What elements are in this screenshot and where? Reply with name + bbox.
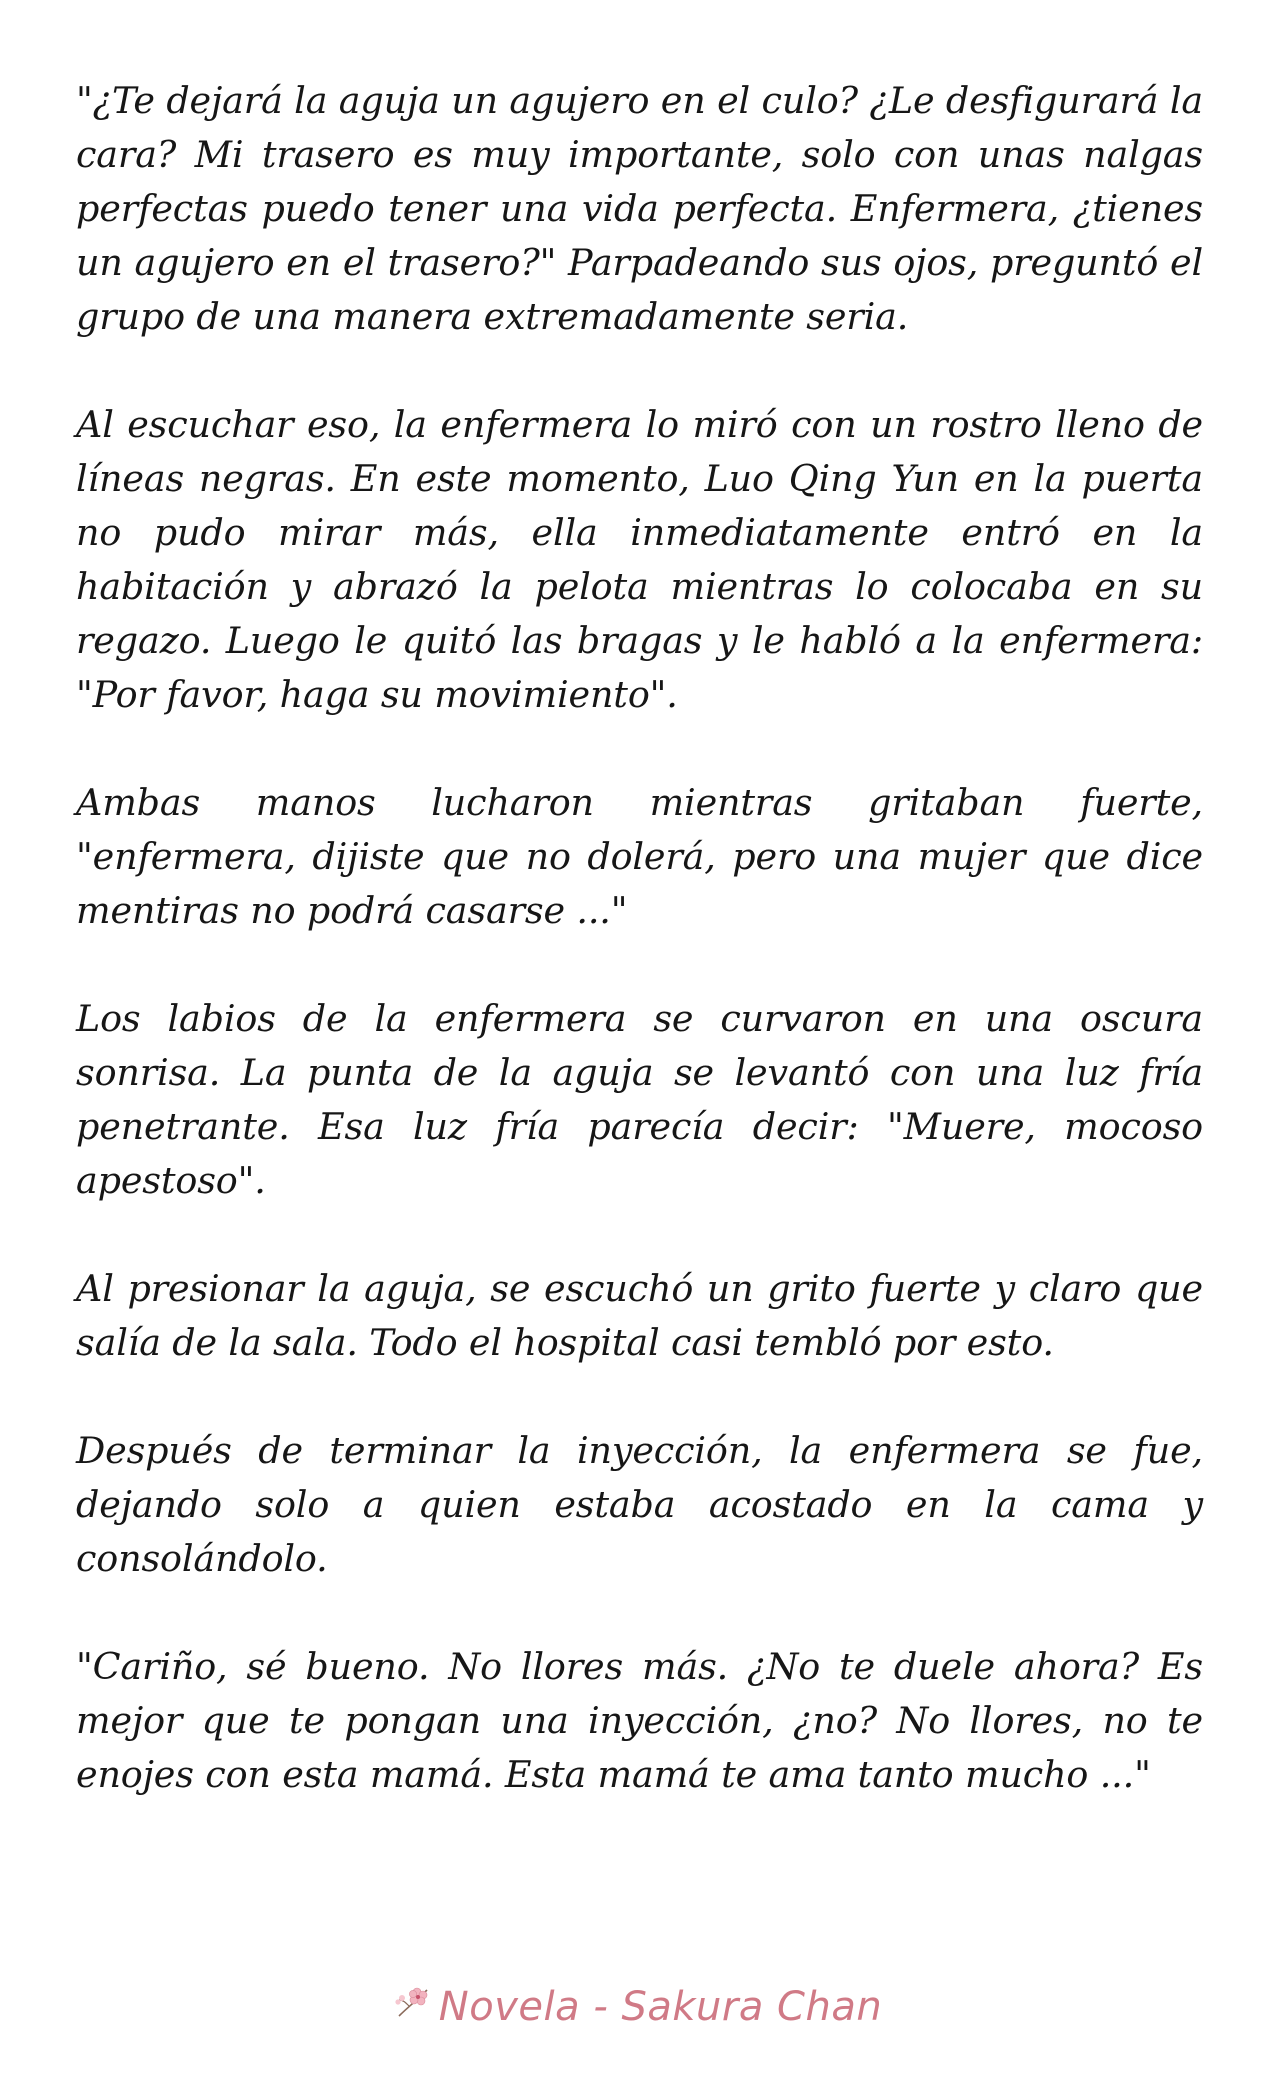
paragraph-7: "Cariño, sé bueno. No llores más. ¿No te duele ahora? Es mejor que te pongan una inyección, ¿no? No llores, no te enojes con esta mamá. Esta mamá te ama tanto mucho ..." <box>76 1645 1203 1796</box>
paragraph-4: Los labios de la enfermera se curvaron en una oscura sonrisa. La punta de la aguja se levantó con una luz fría penetrante. Esa luz fría parecía decir: "Muere, mocoso apestoso". <box>76 997 1203 1202</box>
footer-text: Novela - Sakura Chan <box>438 1984 883 2030</box>
document-page <box>76 74 1203 1856</box>
paragraph-6: Después de terminar la inyección, la enfermera se fue, dejando solo a quien estaba acostado en la cama y consolándolo. <box>76 1429 1203 1580</box>
cherry-blossom-icon <box>393 1982 433 2032</box>
paragraph-1: "¿Te dejará la aguja un agujero en el culo? ¿Le desfigurará la cara? Mi trasero es muy importante, solo con unas nalgas perfectas puedo tener una vida perfecta. Enfermera, ¿tienes un agujero en el trasero?" Parpadeando sus ojos, preguntó el grupo de una manera extremadamente seria. <box>76 79 1203 338</box>
footer-watermark <box>0 1982 1275 2032</box>
paragraph-5: Al presionar la aguja, se escuchó un grito fuerte y claro que salía de la sala. Todo el hospital casi tembló por esto. <box>76 1267 1203 1364</box>
paragraph-2: Al escuchar eso, la enfermera lo miró con un rostro lleno de líneas negras. En este momento, Luo Qing Yun en la puerta no pudo mirar más, ella inmediatamente entró en la habitación y abrazó la pelota mientras lo colocaba en su regazo. Luego le quitó las bragas y le habló a la enfermera: "Por favor, haga su movimiento". <box>76 403 1203 716</box>
paragraph-3: Ambas manos lucharon mientras gritaban fuerte, "enfermera, dijiste que no dolerá, pero una mujer que dice mentiras no podrá casarse ..." <box>76 781 1203 932</box>
